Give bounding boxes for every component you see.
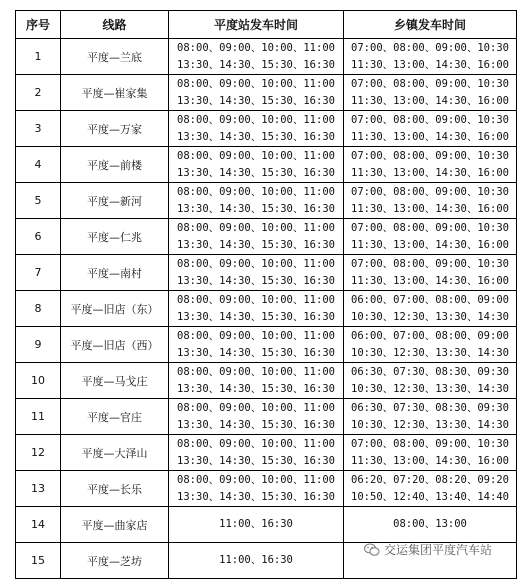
town-departure-times	[344, 363, 517, 399]
time-line: 08:00、09:00、10:00、11:00	[177, 41, 335, 54]
time-line: 13:30、14:30、15:30、16:30	[177, 310, 335, 323]
route-name: 平度—芝坊	[61, 543, 169, 579]
time-line: 10:30、12:30、13:30、14:30	[351, 346, 509, 359]
table-row	[16, 255, 517, 291]
route-name: 平度—曲家店	[61, 507, 169, 543]
time-line: 08:00、09:00、10:00、11:00	[177, 437, 335, 450]
route-name: 平度—前楼	[61, 147, 169, 183]
town-departure-times	[344, 219, 517, 255]
table-row	[16, 147, 517, 183]
row-number: 11	[16, 399, 61, 435]
time-line: 08:00、09:00、10:00、11:00	[177, 113, 335, 126]
time-line: 06:30、07:30、08:30、09:30	[351, 401, 509, 414]
pingdu-departure-times	[169, 435, 344, 471]
town-departure-times	[344, 507, 517, 543]
header-town-departure: 乡镇发车时间	[344, 11, 517, 39]
time-line: 06:00、07:00、08:00、09:00	[351, 293, 509, 306]
bus-schedule-table	[15, 10, 517, 579]
table-header-row	[16, 11, 517, 39]
time-line: 07:00、08:00、09:00、10:30	[351, 41, 509, 54]
time-line: 13:30、14:30、15:30、16:30	[177, 94, 335, 107]
time-line: 07:00、08:00、09:00、10:30	[351, 437, 509, 450]
route-name: 平度—万家	[61, 111, 169, 147]
time-line: 07:00、08:00、09:00、10:30	[351, 257, 509, 270]
pingdu-departure-times	[169, 39, 344, 75]
time-line: 13:30、14:30、15:30、16:30	[177, 274, 335, 287]
route-name: 平度—官庄	[61, 399, 169, 435]
time-line: 07:00、08:00、09:00、10:30	[351, 113, 509, 126]
time-line: 08:00、09:00、10:00、11:00	[177, 329, 335, 342]
route-name: 平度—旧店（西）	[61, 327, 169, 363]
row-number: 12	[16, 435, 61, 471]
header-no: 序号	[16, 11, 61, 39]
time-line: 07:00、08:00、09:00、10:30	[351, 185, 509, 198]
time-line: 06:00、07:00、08:00、09:00	[351, 329, 509, 342]
header-route: 线路	[61, 11, 169, 39]
pingdu-departure-times	[169, 291, 344, 327]
time-line: 11:00、16:30	[219, 554, 293, 566]
route-name: 平度—马戈庄	[61, 363, 169, 399]
table-row	[16, 399, 517, 435]
route-name: 平度—崔家集	[61, 75, 169, 111]
time-line: 13:30、14:30、15:30、16:30	[177, 166, 335, 179]
wechat-icon	[364, 543, 380, 557]
time-line: 13:30、14:30、15:30、16:30	[177, 346, 335, 359]
time-line: 11:30、13:00、14:30、16:00	[351, 130, 509, 143]
table-row	[16, 75, 517, 111]
time-line: 13:30、14:30、15:30、16:30	[177, 382, 335, 395]
route-name: 平度—南村	[61, 255, 169, 291]
town-departure-times	[344, 471, 517, 507]
time-line: 06:30、07:30、08:30、09:30	[351, 365, 509, 378]
row-number: 4	[16, 147, 61, 183]
row-number: 2	[16, 75, 61, 111]
row-number: 14	[16, 507, 61, 543]
table-row	[16, 183, 517, 219]
route-name: 平度—兰底	[61, 39, 169, 75]
time-line: 08:00、13:00	[393, 518, 467, 530]
time-line: 08:00、09:00、10:00、11:00	[177, 365, 335, 378]
time-line: 13:30、14:30、15:30、16:30	[177, 490, 335, 503]
town-departure-times	[344, 75, 517, 111]
time-line: 07:00、08:00、09:00、10:30	[351, 149, 509, 162]
pingdu-departure-times	[169, 147, 344, 183]
pingdu-departure-times	[169, 111, 344, 147]
row-number: 9	[16, 327, 61, 363]
time-line: 13:30、14:30、15:30、16:30	[177, 202, 335, 215]
row-number: 8	[16, 291, 61, 327]
row-number: 15	[16, 543, 61, 579]
route-name: 平度—长乐	[61, 471, 169, 507]
time-line: 11:30、13:00、14:30、16:00	[351, 238, 509, 251]
row-number: 7	[16, 255, 61, 291]
time-line: 13:30、14:30、15:30、16:30	[177, 238, 335, 251]
time-line: 07:00、08:00、09:00、10:30	[351, 77, 509, 90]
header-pingdu-departure: 平度站发车时间	[169, 11, 344, 39]
town-departure-times	[344, 399, 517, 435]
watermark	[364, 541, 492, 558]
table-row	[16, 111, 517, 147]
pingdu-departure-times	[169, 543, 344, 579]
route-name: 平度—大泽山	[61, 435, 169, 471]
time-line: 08:00、09:00、10:00、11:00	[177, 473, 335, 486]
table-row	[16, 219, 517, 255]
time-line: 13:30、14:30、15:30、16:30	[177, 454, 335, 467]
table-row	[16, 363, 517, 399]
pingdu-departure-times	[169, 471, 344, 507]
time-line: 08:00、09:00、10:00、11:00	[177, 221, 335, 234]
time-line: 08:00、09:00、10:00、11:00	[177, 401, 335, 414]
row-number: 10	[16, 363, 61, 399]
time-line: 08:00、09:00、10:00、11:00	[177, 149, 335, 162]
watermark-text: 交运集团平度汽车站	[384, 543, 493, 557]
time-line: 11:00、16:30	[219, 518, 293, 530]
time-line: 11:30、13:00、14:30、16:00	[351, 274, 509, 287]
time-line: 07:00、08:00、09:00、10:30	[351, 221, 509, 234]
pingdu-departure-times	[169, 255, 344, 291]
time-line: 06:20、07:20、08:20、09:20	[351, 473, 509, 486]
time-line: 13:30、14:30、15:30、16:30	[177, 418, 335, 431]
route-name: 平度—仁兆	[61, 219, 169, 255]
row-number: 3	[16, 111, 61, 147]
route-name: 平度—新河	[61, 183, 169, 219]
time-line: 10:30、12:30、13:30、14:30	[351, 310, 509, 323]
table-row	[16, 291, 517, 327]
row-number: 13	[16, 471, 61, 507]
town-departure-times	[344, 147, 517, 183]
pingdu-departure-times	[169, 75, 344, 111]
pingdu-departure-times	[169, 183, 344, 219]
table-row	[16, 435, 517, 471]
time-line: 08:00、09:00、10:00、11:00	[177, 185, 335, 198]
time-line: 11:30、13:00、14:30、16:00	[351, 94, 509, 107]
town-departure-times	[344, 183, 517, 219]
time-line: 11:30、13:00、14:30、16:00	[351, 166, 509, 179]
time-line: 10:50、12:40、13:40、14:40	[351, 490, 509, 503]
town-departure-times	[344, 255, 517, 291]
row-number: 5	[16, 183, 61, 219]
town-departure-times	[344, 111, 517, 147]
time-line: 08:00、09:00、10:00、11:00	[177, 293, 335, 306]
time-line: 10:30、12:30、13:30、14:30	[351, 382, 509, 395]
time-line: 11:30、13:00、14:30、16:00	[351, 454, 509, 467]
time-line: 13:30、14:30、15:30、16:30	[177, 58, 335, 71]
town-departure-times	[344, 435, 517, 471]
pingdu-departure-times	[169, 327, 344, 363]
table-row	[16, 327, 517, 363]
table-row	[16, 507, 517, 543]
time-line: 08:00、09:00、10:00、11:00	[177, 257, 335, 270]
route-name: 平度—旧店（东）	[61, 291, 169, 327]
pingdu-departure-times	[169, 363, 344, 399]
time-line: 08:00、09:00、10:00、11:00	[177, 77, 335, 90]
time-line: 10:30、12:30、13:30、14:30	[351, 418, 509, 431]
time-line: 11:30、13:00、14:30、16:00	[351, 58, 509, 71]
time-line: 13:30、14:30、15:30、16:30	[177, 130, 335, 143]
row-number: 6	[16, 219, 61, 255]
table-row	[16, 39, 517, 75]
town-departure-times	[344, 327, 517, 363]
time-line: 11:30、13:00、14:30、16:00	[351, 202, 509, 215]
table-row	[16, 471, 517, 507]
town-departure-times	[344, 291, 517, 327]
pingdu-departure-times	[169, 399, 344, 435]
pingdu-departure-times	[169, 219, 344, 255]
town-departure-times	[344, 39, 517, 75]
pingdu-departure-times	[169, 507, 344, 543]
row-number: 1	[16, 39, 61, 75]
